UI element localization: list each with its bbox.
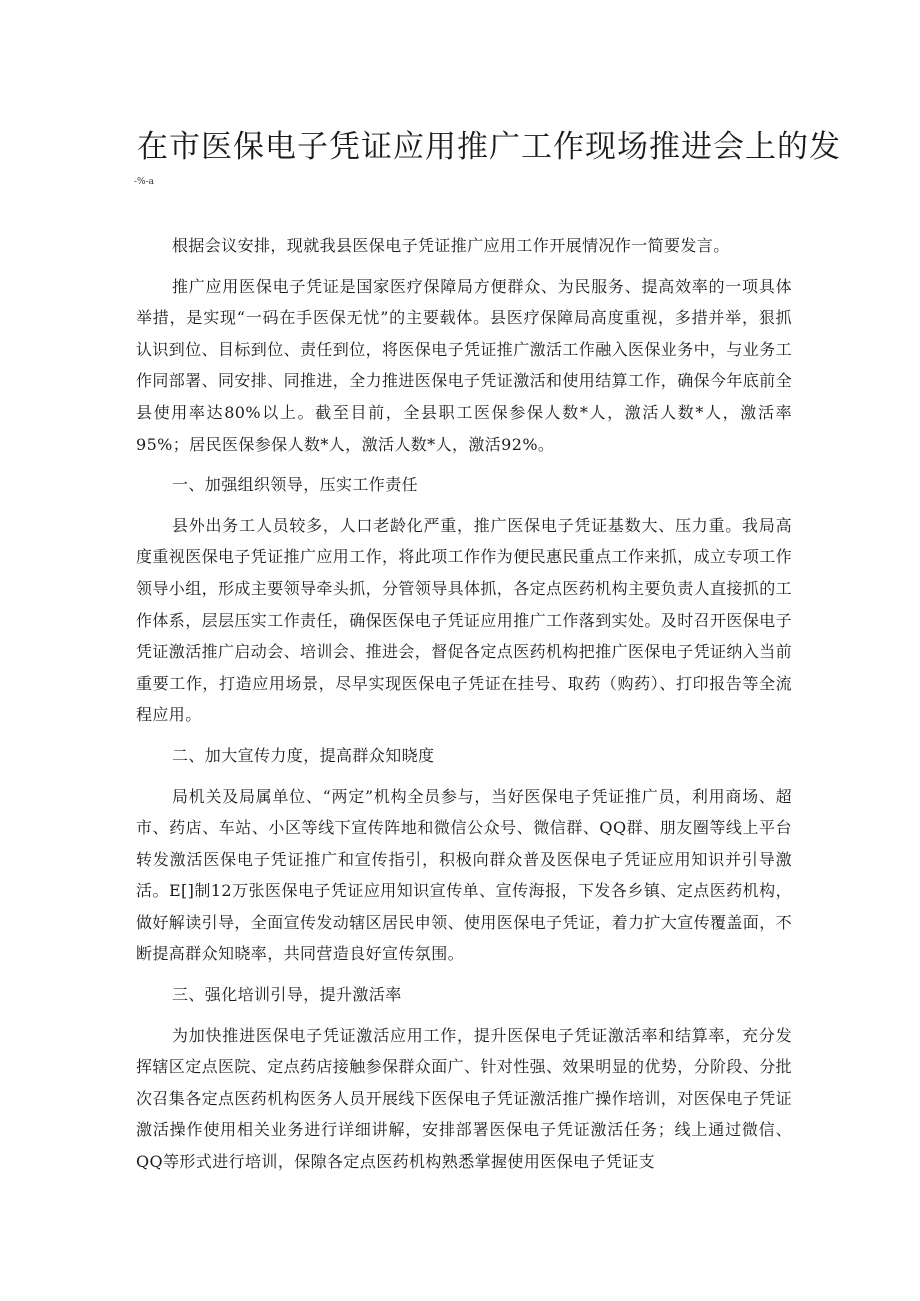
paragraph-overview: 推广应用医保电子凭证是国家医疗保障局方便群众、为民服务、提高效率的一项具体举措，是实现“一码在手医保无忧”的主要载体。县医疗保障局高度重视，多措并举，狠抓认识到位、目标到位、责任到位，将医保电子凭证推广激活工作融入医保业务中，与业务工作同部署、同安排、同推进，全力推进医保电子凭证激活和使用结算工作，确保今年底前全县使用率达80%以上。截至目前，全县职工医保参保人数*人，激活人数*人，激活率95%；居民医保参保人数*人，激活人数*人，激活92%。	[136, 276, 793, 454]
paragraph-section-1: 县外出务工人员较多，人口老龄化严重，推广医保电子凭证基数大、压力重。我局高度重视医保电子凭证推广应用工作，将此项工作作为便民惠民重点工作来抓，成立专项工作领导小组，形成主要领导牵头抓，分管领导具体抓，各定点医药机构主要负责人直接抓的工作体系，层层压实工作责任，确保医保电子凭证应用推广工作落到实处。及时召开医保电子凭证激活推广启动会、培训会、推进会，督促各定点医药机构把推广医保电子凭证纳入当前重要工作，打造应用场景，尽早实现医保电子凭证在挂号、取药（购药）、打印报告等全流程应用。	[136, 515, 793, 725]
section-heading-1: 一、加强组织领导，压实工作责任	[172, 475, 419, 495]
document-title: 在市医保电子凭证应用推广工作现场推进会上的发	[137, 129, 841, 165]
section-heading-3: 三、强化培训引导，提升激活率	[172, 985, 402, 1005]
paragraph-intro: 根据会议安排，现就我县医保电子凭证推广应用工作开展情况作一简要发言。	[172, 236, 730, 255]
section-heading-2: 二、加大宣传力度，提高群众知晓度	[172, 745, 435, 765]
paragraph-section-2: 局机关及局属单位、“两定”机构全员参与，当好医保电子凭证推广员，利用商场、超市、药店、车站、小区等线下宣传阵地和微信公众号、微信群、QQ群、朋友圈等线上平台转发激活医保电子凭证推广和宣传指引，积极向群众普及医保电子凭证应用知识并引导激活。E[]制12万张医保电子凭证应用知识宣传单、宣传海报，下发各乡镇、定点医药机构，做好解读引导，全面宣传发动辖区居民申领、使用医保电子凭证，着力扩大宣传覆盖面，不断提高群众知晓率，共同营造良好宣传氛围。	[136, 786, 793, 964]
document-body	[136, 230, 792, 1187]
paragraph-section-3: 为加快推进医保电子凭证激活应用工作，提升医保电子凭证激活率和结算率，充分发挥辖区定点医院、定点药店接触参保群众面广、针对性强、效果明显的优势，分阶段、分批次召集各定点医药机构医务人员开展线下医保电子凭证激活推广操作培训，对医保电子凭证激活操作使用相关业务进行详细讲解，安排部署医保电子凭证激活任务；线上通过微信、QQ等形式进行培训，保隙各定点医药机构熟悉掌握使用医保电子凭证支	[136, 1025, 793, 1172]
document-title-continuation: -%-a	[134, 177, 154, 187]
